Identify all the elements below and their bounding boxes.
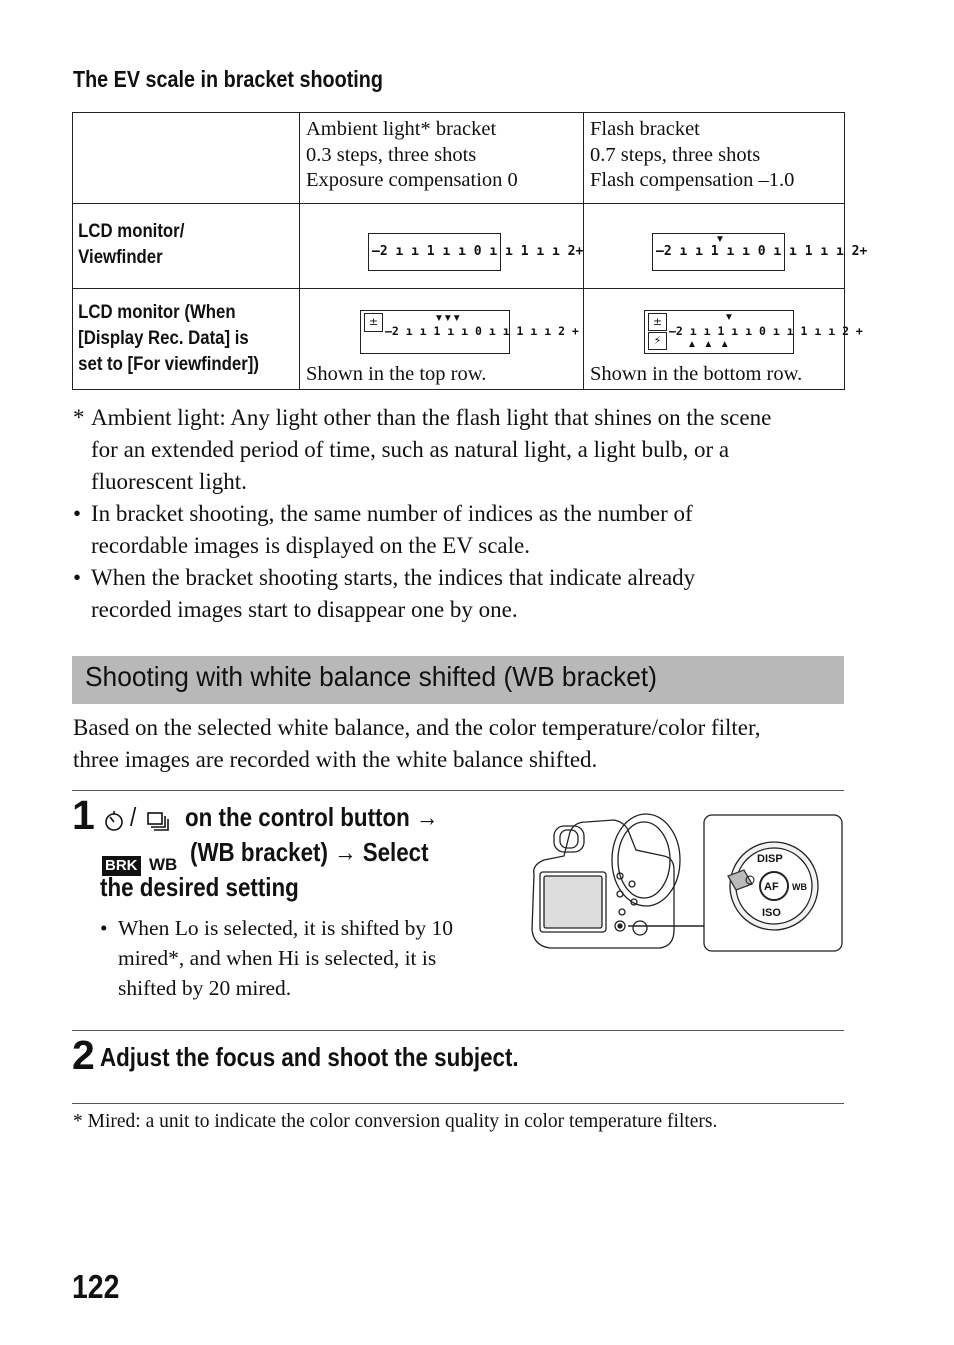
step1-line1-text: on the control button → [185, 802, 439, 832]
ambient-header-line: Ambient light* bracket [306, 118, 497, 140]
flash-header-line: Flash bracket [590, 118, 700, 140]
ambient-header-line: 0.3 steps, three shots [306, 143, 477, 166]
flash-recdata-cell [584, 289, 863, 390]
ev-scale-box [644, 310, 863, 354]
step-number: 1 [72, 792, 95, 838]
table-row-viewfinder [73, 204, 845, 289]
table-corner-cell [73, 113, 300, 204]
divider [72, 790, 844, 791]
row-label-line: [Display Rec. Data] is [78, 327, 249, 349]
af-label: AF [764, 881, 779, 893]
ambient-scale-cell [300, 204, 584, 289]
step-number: 2 [72, 1032, 95, 1078]
wb-label: WB [149, 855, 178, 874]
flash-bottom-markers: ▲ ▲ ▲ [687, 339, 732, 350]
flash-header-line: 0.7 steps, three shots [590, 143, 761, 166]
bullet-mark: • [100, 916, 108, 940]
ev-scale: –2 ı ı 1 ı ı 0 ı ı 1 ı ı 2 + [385, 324, 579, 338]
flash-header-cell [584, 113, 845, 204]
step1-line2-text: (WB bracket) → Select [190, 837, 429, 867]
iso-label: ISO [762, 907, 781, 919]
ambient-index-markers: ▼▼▼ [434, 313, 461, 324]
camera-body-drawing [532, 814, 704, 948]
row-label [73, 289, 267, 377]
note-line: In bracket shooting, the same number of indices as the number of [91, 501, 693, 526]
sub-bullet-line: mired*, and when Hi is selected, it is [118, 946, 437, 970]
disp-label: DISP [757, 853, 783, 865]
ev-scale: –2 ı ı 1 ı ı 0 ı ı 1 ı ı 2+ [656, 244, 868, 259]
mired-footnote: * Mired: a unit to indicate the color conversion quality in color temperature filters. [73, 1111, 718, 1132]
table-header-row [73, 113, 845, 204]
flash-compensation-icon: ⚡ [648, 332, 667, 350]
row-label [73, 204, 267, 270]
step1-line2 [100, 835, 429, 874]
step2-instruction: Adjust the focus and shoot the subject. [100, 1042, 519, 1072]
note-line: recordable images is displayed on the EV scale. [91, 533, 530, 558]
banner-title: Shooting with white balance shifted (WB bracket) [85, 661, 658, 692]
flash-index-marker: ▼ [724, 312, 733, 323]
ev-scale-table [72, 112, 868, 390]
note-line: Ambient light: Any light other than the flash light that shines on the scene [91, 405, 772, 430]
row-label-line: Viewfinder [78, 246, 163, 268]
flash-scale-cell [584, 204, 868, 289]
section-title: The EV scale in bracket shooting [73, 66, 383, 92]
wb-dial-label: WB [792, 882, 807, 892]
step1-line3: the desired setting [100, 872, 299, 902]
wb-bracket-banner [72, 656, 844, 704]
ev-scale: –2 ı ı 1 ı ı 0 ı ı 1 ı ı 2 + [669, 324, 863, 338]
ev-scale: –2 ı ı 1 ı ı 0 ı ı 1 ı ı 2+ [372, 244, 584, 259]
ev-scale-box [360, 310, 579, 354]
step1-line1 [100, 800, 439, 835]
intro-line: Based on the selected white balance, and the color temperature/color filter, [73, 715, 761, 740]
sub-bullet-line: shifted by 20 mired. [118, 976, 292, 1000]
flash-caption: Shown in the bottom row. [590, 363, 803, 385]
indices-disappear-note [73, 562, 695, 626]
page-number: 122 [72, 1268, 120, 1305]
wb-intro [73, 712, 761, 776]
camera-control-button-illustration [524, 810, 846, 956]
flash-index-marker: ▼ [715, 234, 724, 245]
row-label-line: set to [For viewfinder]) [78, 353, 259, 375]
step1-sub-bullet [100, 913, 500, 1003]
ev-scale-box [652, 233, 868, 271]
bullet-mark: • [73, 565, 82, 590]
step1-instruction [100, 800, 439, 905]
flash-header-line: Flash compensation –1.0 [590, 169, 795, 191]
table-row-rec-data [73, 289, 845, 390]
note-line: for an extended period of time, such as natural light, a light bulb, or a [91, 437, 730, 462]
bullet-mark: • [73, 501, 82, 526]
sub-bullet-line: When Lo is selected, it is shifted by 10 [118, 916, 453, 940]
note-line: When the bracket shooting starts, the indices that indicate already [91, 565, 696, 590]
asterisk-mark: * [73, 405, 85, 430]
ambient-recdata-cell [300, 289, 584, 390]
ambient-light-note [73, 402, 771, 498]
self-timer-icon [102, 810, 126, 832]
separator: / [130, 802, 137, 832]
row-label-line: LCD monitor (When [78, 301, 236, 323]
exposure-compensation-icon: ± [648, 313, 667, 331]
ambient-caption: Shown in the top row. [306, 363, 487, 385]
row-label-line: LCD monitor/ [78, 220, 185, 242]
note-line: fluorescent light. [91, 469, 247, 494]
ev-scale-box [368, 233, 584, 271]
ambient-header-cell [300, 113, 584, 204]
divider [72, 1103, 844, 1104]
note-line: recorded images start to disappear one by one. [91, 597, 518, 622]
row-label-cell [73, 204, 300, 289]
intro-line: three images are recorded with the white balance shifted. [73, 747, 598, 772]
brk-label: BRK [102, 856, 141, 876]
exposure-compensation-icon: ± [364, 313, 383, 332]
ambient-header-line: Exposure compensation 0 [306, 169, 518, 191]
row-label-cell [73, 289, 300, 390]
bracket-indices-note [73, 498, 693, 562]
continuous-shooting-icon [146, 810, 172, 832]
divider [72, 1030, 844, 1031]
